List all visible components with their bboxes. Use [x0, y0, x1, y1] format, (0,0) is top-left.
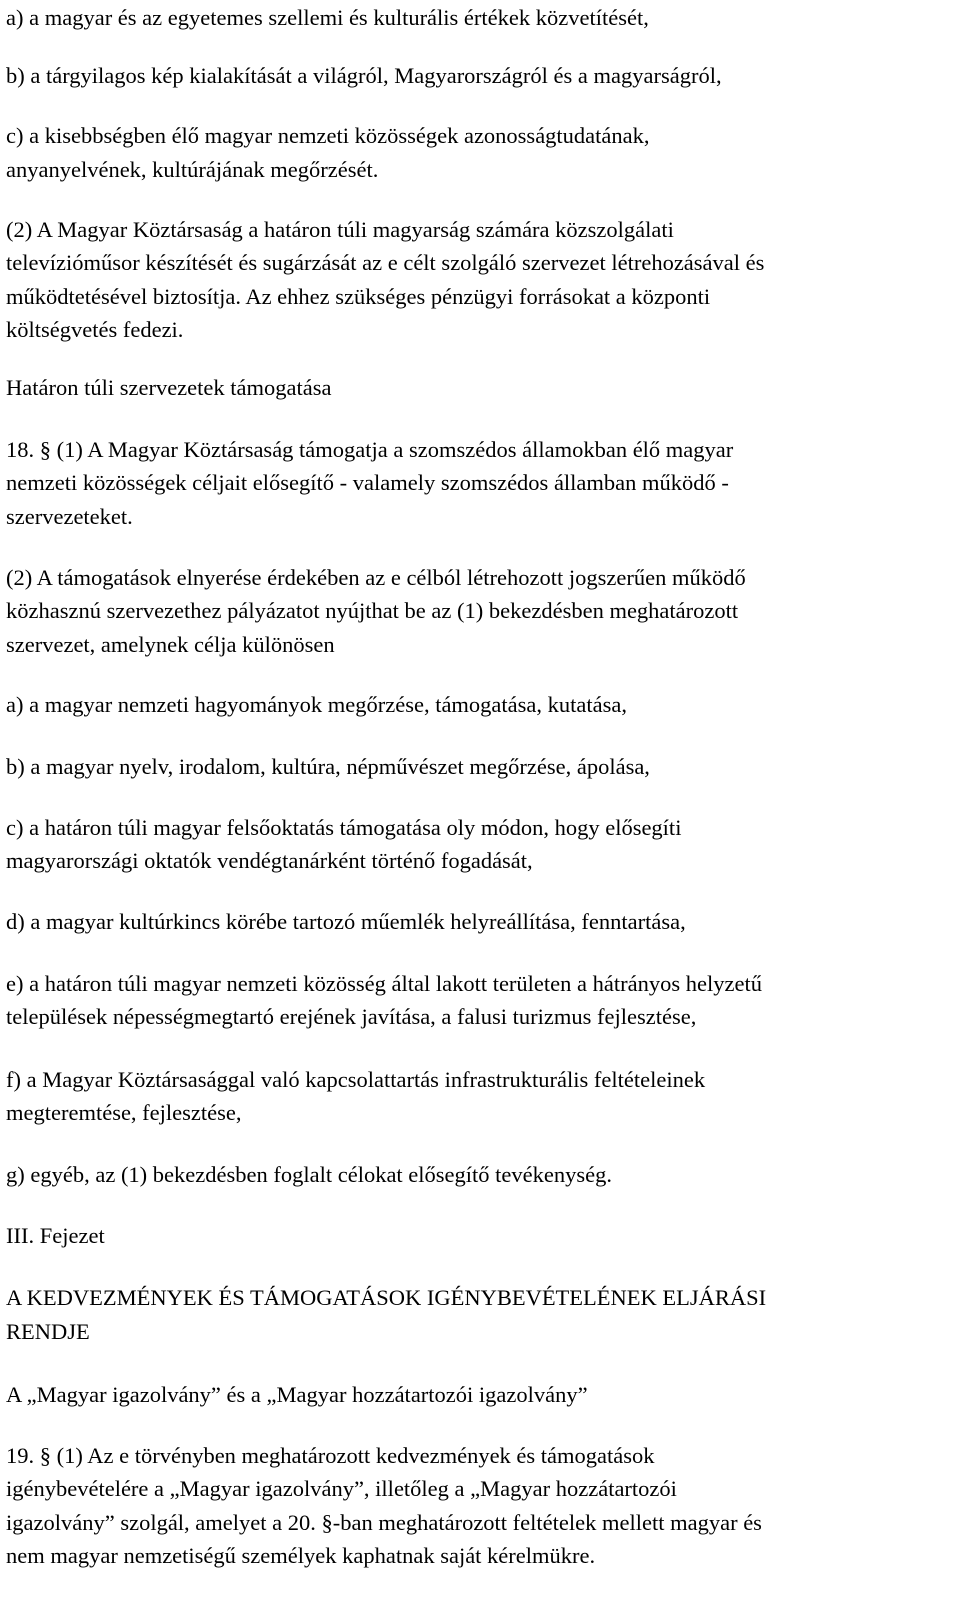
section-18-2-line2: közhasznú szervezethez pályázatot nyújthat be az (1) bekezdésben meghatározott — [6, 598, 739, 623]
section-18-line1: 18. § (1) A Magyar Köztársaság támogatja a szomszédos államokban élő magyar — [6, 437, 734, 462]
section-heading-organizations: Határon túli szervezetek támogatása — [6, 375, 332, 400]
list-item-c-line1: c) a kisebbségben élő magyar nemzeti közösségek azonosságtudatának, — [6, 123, 650, 148]
list-item-a-values: a) a magyar és az egyetemes szellemi és kulturális értékek közvetítését, — [6, 5, 649, 30]
goal-item-f-line2: megteremtése, fejlesztése, — [6, 1100, 242, 1125]
section-19-line4: nem magyar nemzetiségű személyek kaphatnak saját kérelmükre. — [6, 1543, 596, 1568]
section-18-2-line3: szervezet, amelynek célja különösen — [6, 632, 335, 657]
section-19-line3: igazolvány” szolgál, amelyet a 20. §-ban meghatározott feltételek mellett magyar és — [6, 1510, 762, 1535]
paragraph-2-line3: működtetésével biztosítja. Az ehhez szükséges pénzügyi forrásokat a központi — [6, 284, 711, 309]
paragraph-2-line4: költségvetés fedezi. — [6, 317, 184, 342]
chapter-title: III. Fejezet — [6, 1223, 105, 1248]
section-19-line2: igénybevételére a „Magyar igazolvány”, illetőleg a „Magyar hozzátartozói — [6, 1476, 677, 1501]
goal-item-f-line1: f) a Magyar Köztársasággal való kapcsolattartás infrastrukturális feltételeinek — [6, 1067, 706, 1092]
goal-item-g: g) egyéb, az (1) bekezdésben foglalt célokat elősegítő tevékenység. — [6, 1162, 612, 1187]
paragraph-2-line2: televízióműsor készítését és sugárzását az e célt szolgáló szervezet létrehozásával és — [6, 250, 765, 275]
section-18-2-line1: (2) A támogatások elnyerése érdekében az e célból létrehozott jogszerűen működő — [6, 565, 746, 590]
goal-item-b: b) a magyar nyelv, irodalom, kultúra, népművészet megőrzése, ápolása, — [6, 754, 650, 779]
section-18-line2: nemzeti közösségek céljait elősegítő - valamely szomszédos államban működő - — [6, 470, 729, 495]
goal-item-e-line1: e) a határon túli magyar nemzeti közösség által lakott területen a hátrányos helyzetű — [6, 971, 762, 996]
goal-item-a: a) a magyar nemzeti hagyományok megőrzése, támogatása, kutatása, — [6, 692, 627, 717]
paragraph-2-line1: (2) A Magyar Köztársaság a határon túli magyarság számára közszolgálati — [6, 217, 674, 242]
list-item-c-line2: anyanyelvének, kultúrájának megőrzését. — [6, 157, 379, 182]
goal-item-c-line1: c) a határon túli magyar felsőoktatás támogatása oly módon, hogy elősegíti — [6, 815, 682, 840]
section-18-line3: szervezeteket. — [6, 504, 133, 529]
section-heading-certificates: A „Magyar igazolvány” és a „Magyar hozzátartozói igazolvány” — [6, 1382, 588, 1407]
chapter-heading-line1: A KEDVEZMÉNYEK ÉS TÁMOGATÁSOK IGÉNYBEVÉTELÉNEK ELJÁRÁSI — [6, 1285, 767, 1310]
goal-item-d: d) a magyar kultúrkincs körébe tartozó műemlék helyreállítása, fenntartása, — [6, 909, 686, 934]
goal-item-e-line2: települések népességmegtartó erejének javítása, a falusi turizmus fejlesztése, — [6, 1004, 697, 1029]
goal-item-c-line2: magyarországi oktatók vendégtanárként történő fogadását, — [6, 848, 533, 873]
list-item-b-image: b) a tárgyilagos kép kialakítását a világról, Magyarországról és a magyarságról, — [6, 63, 722, 88]
chapter-heading-line2: RENDJE — [6, 1319, 90, 1344]
section-19-line1: 19. § (1) Az e törvényben meghatározott kedvezmények és támogatások — [6, 1443, 655, 1468]
